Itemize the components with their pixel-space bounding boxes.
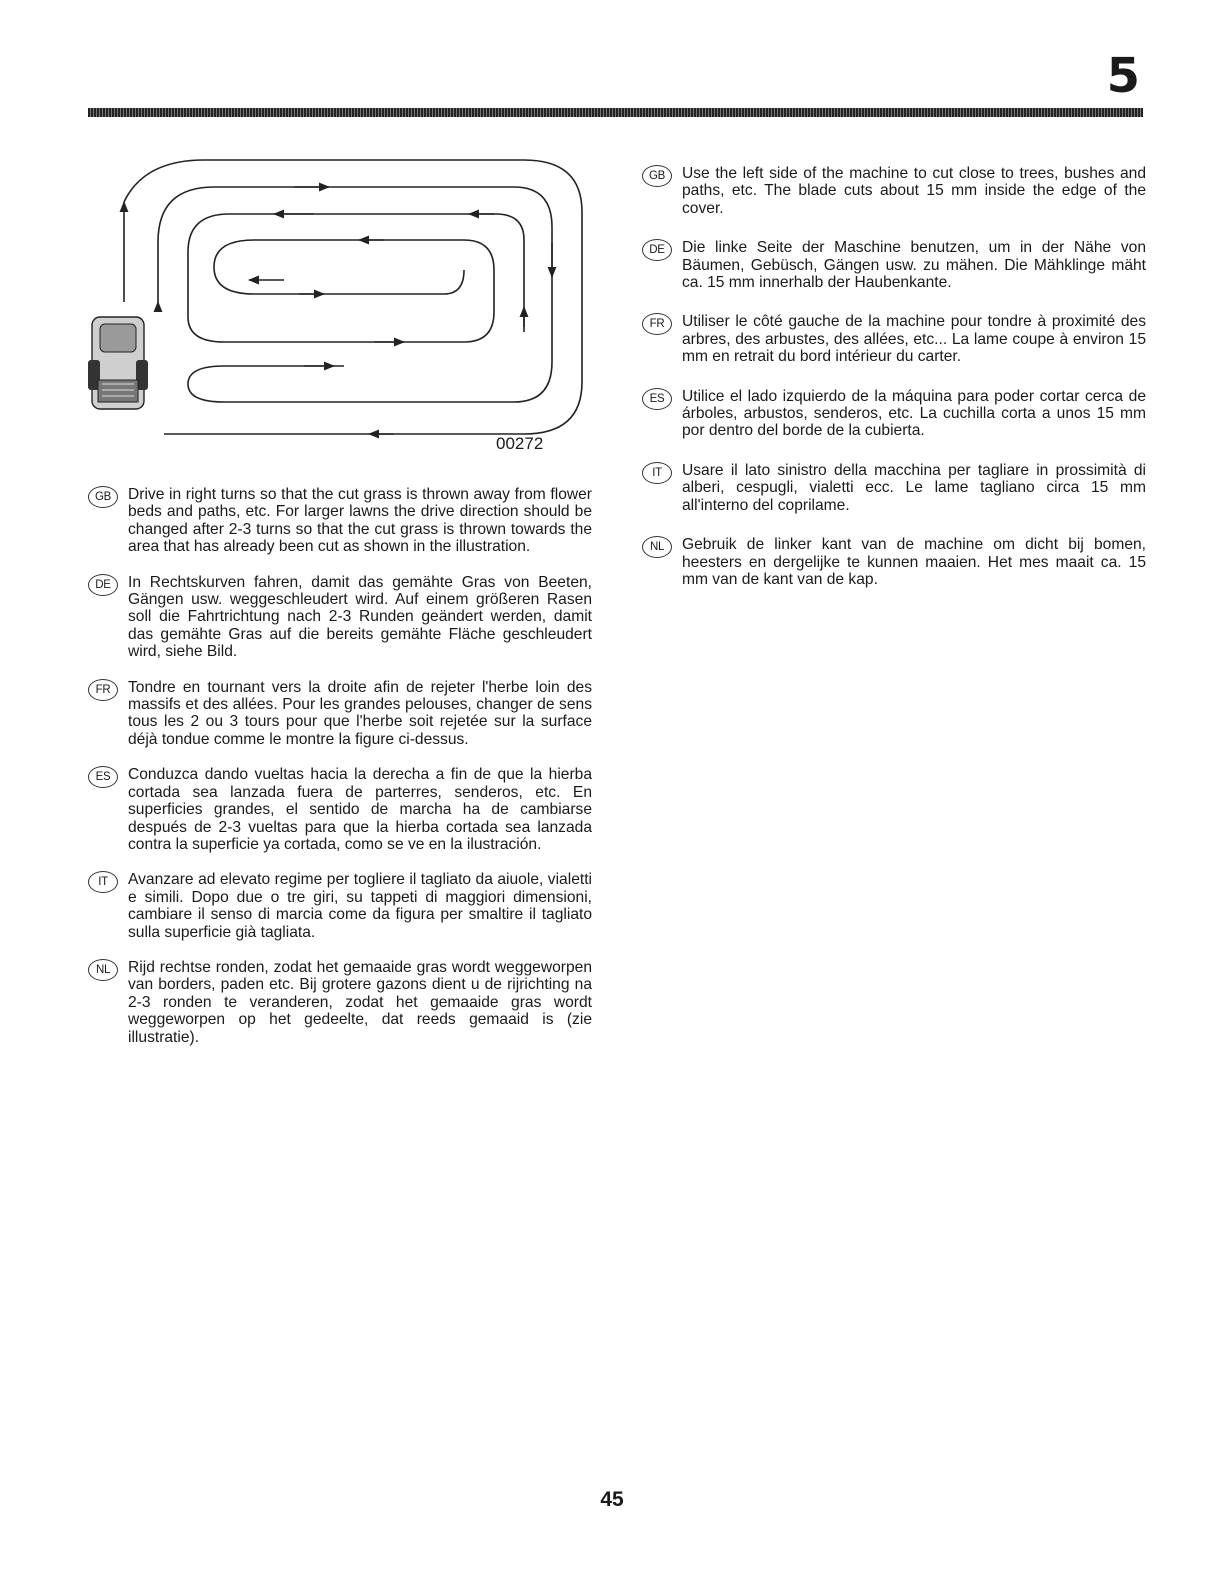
paragraph-de (640, 239, 1146, 291)
language-badge-fr: FR (88, 679, 118, 701)
left-column (86, 486, 592, 1046)
paragraph-de (86, 574, 592, 661)
path-loop-outer (124, 160, 582, 434)
paragraph-text: Utilice el lado izquierdo de la máquina para poder cortar cerca de árboles, arbustos, senderos, etc. La cuchilla corta a unos 15 mm por dentro del borde de la cubierta. (682, 387, 1146, 440)
paragraph-text: Conduzca dando vueltas hacia la derecha a fin de que la hierba cortada sea lanzada fuera de parterres, senderos, etc. En superficies grandes, el sentido de marcha ha de cambiarse después de 2-3 vueltas para que la hierba cortada sea lanzada contra la superficie ya cortada, como se ve en la ilustración. (128, 766, 592, 853)
paragraph-text: Die linke Seite der Maschine benutzen, um in der Nähe von Bäumen, Gebüsch, Gängen usw. zu mähen. Die Mähklinge mäht ca. 15 mm innerhalb der Haubenkante. (682, 239, 1146, 292)
tractor-icon (88, 317, 148, 409)
mowing-path-diagram (84, 152, 604, 462)
paragraph-gb (640, 165, 1146, 217)
paragraph-text: Drive in right turns so that the cut grass is thrown away from flower beds and paths, etc. For larger lawns the drive direction should be changed after 2-3 turns so that the cut grass is thrown towards the area that has already been cut as shown in the illustration. (128, 486, 592, 556)
language-badge-nl: NL (642, 536, 672, 558)
language-badge-nl: NL (88, 959, 118, 981)
paragraph-text: Avanzare ad elevato regime per togliere il tagliato da aiuole, vialetti e simili. Dopo due o tre giri, su tappeti di maggiori dimensioni, cambiare il senso di marcia come da figura per smaltire il tagliato sulla superficie già tagliata. (128, 871, 592, 941)
language-badge-es: ES (642, 388, 672, 410)
paragraph-it (86, 871, 592, 941)
right-column (640, 165, 1146, 588)
language-badge-it: IT (88, 871, 118, 893)
paragraph-text: Tondre en tournant vers la droite afin de rejeter l'herbe loin des massifs et des allées. Pour les grandes pelouses, changer de sens tous les 2 ou 3 tours pour que l'herbe soit rejetée sur la surface déjà tondue comme le montre la figure ci-dessus. (128, 678, 592, 748)
paragraph-text: Use the left side of the machine to cut close to trees, bushes and paths, etc. The blade cuts about 15 mm inside the edge of the cover. (682, 165, 1146, 217)
path-loop-3 (188, 214, 524, 342)
mowing-pattern-figure (84, 152, 604, 462)
language-badge-de: DE (642, 239, 672, 261)
language-badge-es: ES (88, 766, 118, 788)
paragraph-fr (640, 313, 1146, 365)
paragraph-text: Utiliser le côté gauche de la machine pour tondre à proximité des arbres, des arbustes, des allées, etc... La lame coupe à environ 15 mm en retrait du bord intérieur du carter. (682, 313, 1146, 366)
paragraph-it (640, 462, 1146, 514)
paragraph-nl (640, 536, 1146, 588)
header-rule (88, 108, 1143, 117)
paragraph-text: Gebruik de linker kant van de machine om dicht bij bomen, heesters en dergelijke te kunnen maaien. Het mes maait ca. 15 mm van de kant van de kap. (682, 536, 1146, 588)
paragraph-gb (86, 486, 592, 556)
figure-code: 00272 (496, 434, 544, 453)
language-badge-fr: FR (642, 313, 672, 335)
paragraph-fr (86, 679, 592, 749)
language-badge-de: DE (88, 574, 118, 596)
paragraph-nl (86, 959, 592, 1046)
paragraph-es (640, 388, 1146, 440)
page-number: 45 (600, 1488, 624, 1511)
language-badge-it: IT (642, 462, 672, 484)
language-badge-gb: GB (642, 165, 672, 187)
paragraph-text: In Rechtskurven fahren, damit das gemähte Gras von Beeten, Gängen usw. weggeschleudert wird. Auf einem größeren Rasen soll die Fahrtrichtung nach 2-3 Runden geändert werden, damit das gemähte Gras auf die bereits gemähte Fläche geschleudert wird, siehe Bild. (128, 573, 592, 661)
paragraph-es (86, 766, 592, 853)
paragraph-text: Rijd rechtse ronden, zodat het gemaaide gras wordt weggeworpen van borders, paden etc. Bij grotere gazons dient u de rijrichting na 2-3 ronden te veranderen, zodat het gemaaide gras wordt weggeworpen op het gedeelte, dat reeds gemaaid is (zie illustratie). (128, 958, 592, 1046)
paragraph-text: Usare il lato sinistro della macchina per tagliare in prossimità di alberi, cespugli, vialetti ecc. Le lame tagliano circa 15 mm all'interno del coprilame. (682, 461, 1146, 514)
language-badge-gb: GB (88, 486, 118, 508)
chapter-number: 5 (1106, 48, 1140, 104)
